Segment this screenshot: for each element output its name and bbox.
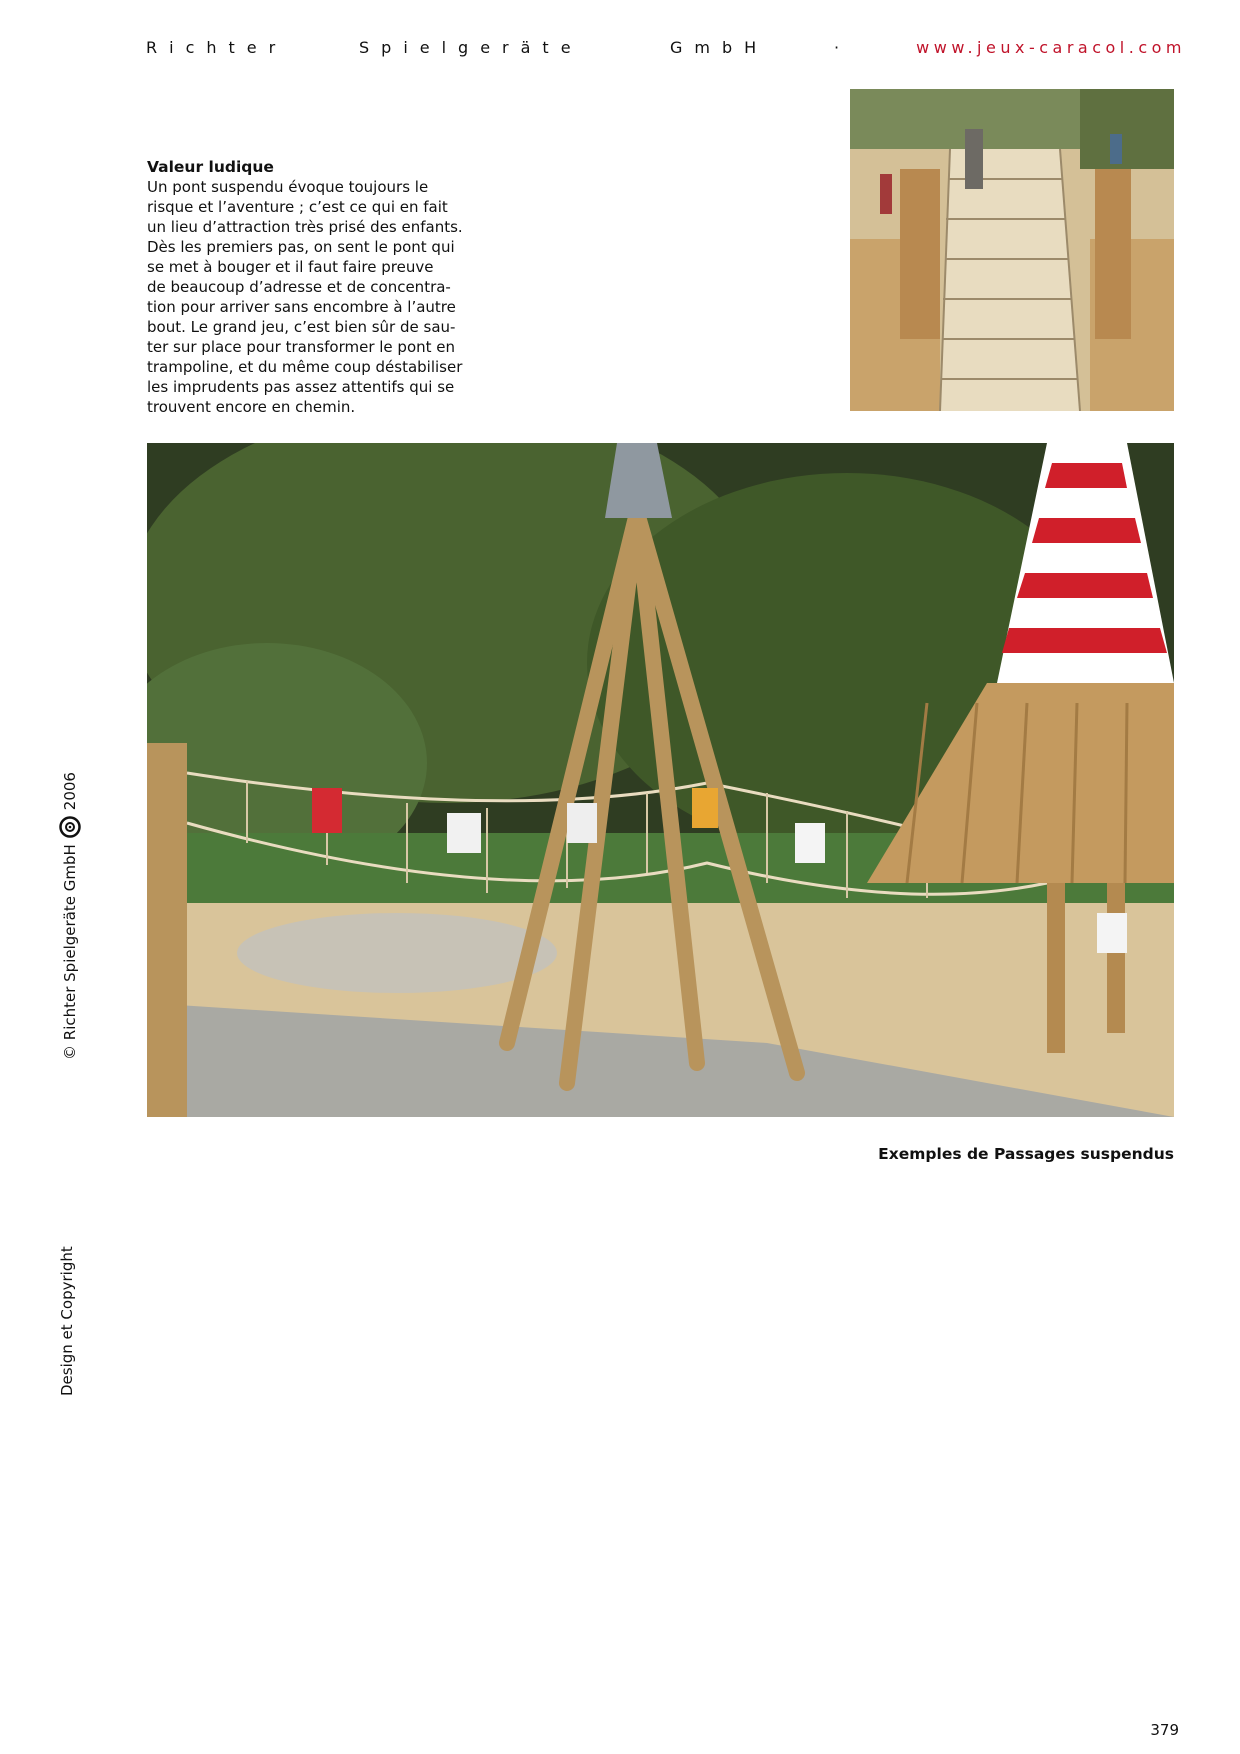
header-company-name-2: Spielgeräte [359,38,583,57]
copyright-text: © Richter Spielgeräte GmbH [61,844,79,1060]
figure-caption: Exemples de Passages suspendus [878,1145,1174,1163]
header-separator: · [834,38,840,57]
sidebar-copyright [58,740,82,1060]
header-company-name: Richter [146,38,288,57]
page-number: 379 [1150,1721,1179,1739]
photo-rope-bridge-main [147,443,1174,1117]
photo-rope-bridge-top [850,89,1174,411]
section-heading: Valeur ludique [147,158,274,176]
page-header [146,38,1186,62]
section-body: Un pont suspendu évoque toujours le risque et l’aventure ; c’est ce qui en fait un lieu d’attraction très prisé des enfants. Dès les premiers pas, on sent le pont qui se met à bouger et il faut faire preuve de beaucoup d’adresse et de concentra- tion pour arriver sans encombre à l’autre bout. Le grand jeu, c’est bien sûr de sau- ter sur place pour transformer le pont en trampoline, et du même coup déstabiliser les imprudents pas assez attentifs qui se trouvent encore en chemin. [147,178,463,416]
header-company-form: GmbH [670,38,769,57]
header-website-link[interactable]: www.jeux-caracol.com [916,38,1186,57]
intro-text-block [147,158,477,417]
snail-logo-icon [59,816,81,838]
copyright-year: 2006 [61,772,79,811]
sidebar-design-label: Design et Copyright [58,1246,76,1396]
